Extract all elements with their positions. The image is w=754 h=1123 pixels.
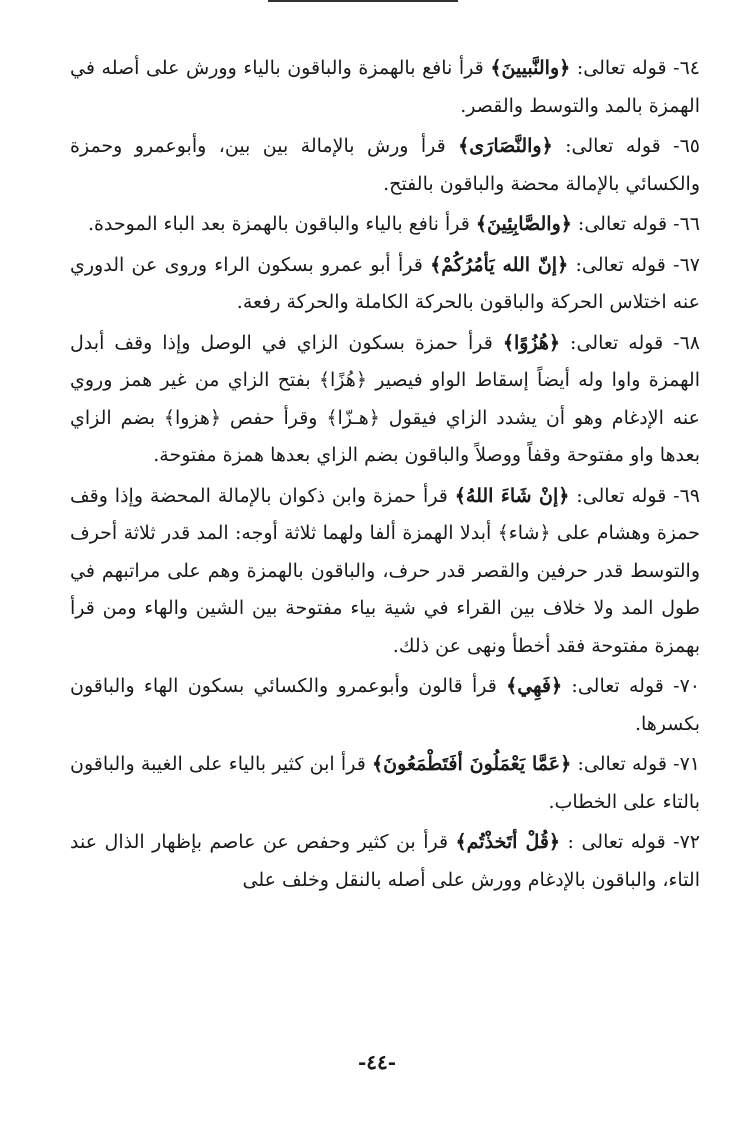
entry-text: قرأ حمزة بسكون الزاي في الوصل وإذا وقف أبدل الهمزة واوا وله أيضاً إسقاط الواو فيصير ﴿هُزًا﴾ بفتح الزاي من غير همز وروي عنه الإدغام وهو أن يشدد الزاي فيقول ﴿هـزّا﴾ وقرأ حفص ﴿هزوا﴾ بضم الزاي بعدها واو مفتوحة وقفاً ووصلاً والباقون بضم الزاي بعدها همزة مفتوحة.	[70, 331, 700, 466]
quran-word: ﴿قُلْ أتَخذْتُم﴾	[455, 831, 561, 853]
entry-text: قرأ بن كثير وحفص عن عاصم بإظهار الذال عند التاء، والباقون بالإدغام وورش على أصله بالنقل وخلف على	[70, 831, 700, 891]
entry-lead: ٦٩- قوله تعالى:	[569, 484, 700, 507]
entry-text: قرأ ابن كثير بالياء على الغيبة والباقون بالتاء على الخطاب.	[70, 753, 700, 813]
entry-68	[70, 325, 700, 475]
entry-64	[70, 50, 700, 125]
entry-70	[70, 668, 700, 743]
entry-lead: ٦٧- قوله تعالى:	[568, 253, 701, 276]
quran-word: ﴿والنَّبيينَ﴾	[490, 57, 571, 79]
entry-lead: ٧٠- قوله تعالى:	[562, 675, 701, 697]
entry-text: قرأ نافع بالياء والباقون بالهمزة بعد الباء الموحدة.	[87, 213, 476, 235]
entry-lead: ٦٥- قوله تعالى:	[552, 135, 700, 157]
quran-word: ﴿إنّ الله يَأمُرُكُمْ﴾	[430, 253, 569, 276]
page-number: -٤٤-	[357, 1050, 397, 1074]
entry-text: قرأ ورش بالإمالة بين بين، وأبوعمرو وحمزة والكسائي بالإمالة محضة والباقون بالفتح.	[70, 135, 700, 195]
quran-word: ﴿إنْ شَاءَ اللهُ﴾	[454, 484, 570, 507]
quran-word: ﴿والنَّصَارَى﴾	[458, 135, 553, 157]
quran-word: ﴿هُزُوًا﴾	[502, 331, 561, 354]
quran-word: ﴿عَمَّا يَعْمَلُونَ أفَتَطْمَعُونَ﴾	[372, 753, 572, 775]
quran-word: ﴿والصَّابِئِينَ﴾	[475, 213, 572, 235]
entry-72	[70, 824, 700, 899]
entry-66	[70, 206, 700, 244]
document-body	[70, 50, 700, 902]
entry-67	[70, 247, 700, 322]
entry-text: قرأ قالون وأبوعمرو والكسائي بسكون الهاء والباقون بكسرها.	[70, 675, 700, 735]
entry-text: قرأ أبو عمرو بسكون الراء وروى عن الدوري عنه اختلاس الحركة والباقون بالحركة الكاملة والحركة رفعة.	[70, 253, 700, 313]
entry-text: قرأ حمزة وابن ذكوان بالإمالة المحضة وإذا وقف حمزة وهشام على ﴿شاء﴾ أبدلا الهمزة ألفا ولهما ثلاثة أوجه: المد قدر ثلاثة أحرف والتوسط قدر حرفين والقصر قدر حرف، والباقون بالهمزة وهم على مراتبهم في طول المد ولا خلاف بين القراء في شية بياء مفتوحة بين الشين والهاء ومن قرأ بهمزة مفتوحة فقد أخطأ ونهى عن ذلك.	[70, 484, 700, 657]
entry-65	[70, 128, 700, 203]
entry-lead: ٧٢- قوله تعالى :	[560, 831, 700, 853]
entry-lead: ٦٦- قوله تعالى:	[571, 213, 700, 235]
top-rule	[268, 0, 458, 2]
entry-text: قرأ نافع بالهمزة والباقون بالياء وورش على أصله في الهمزة بالمد والتوسط والقصر.	[70, 57, 700, 117]
entry-lead: ٧١- قوله تعالى:	[571, 753, 701, 775]
entry-lead: ٦٤- قوله تعالى:	[570, 57, 701, 79]
entry-69	[70, 478, 700, 666]
quran-word: ﴿فَهِي﴾	[506, 675, 563, 697]
entry-lead: ٦٨- قوله تعالى:	[560, 331, 701, 354]
entry-71	[70, 746, 700, 821]
